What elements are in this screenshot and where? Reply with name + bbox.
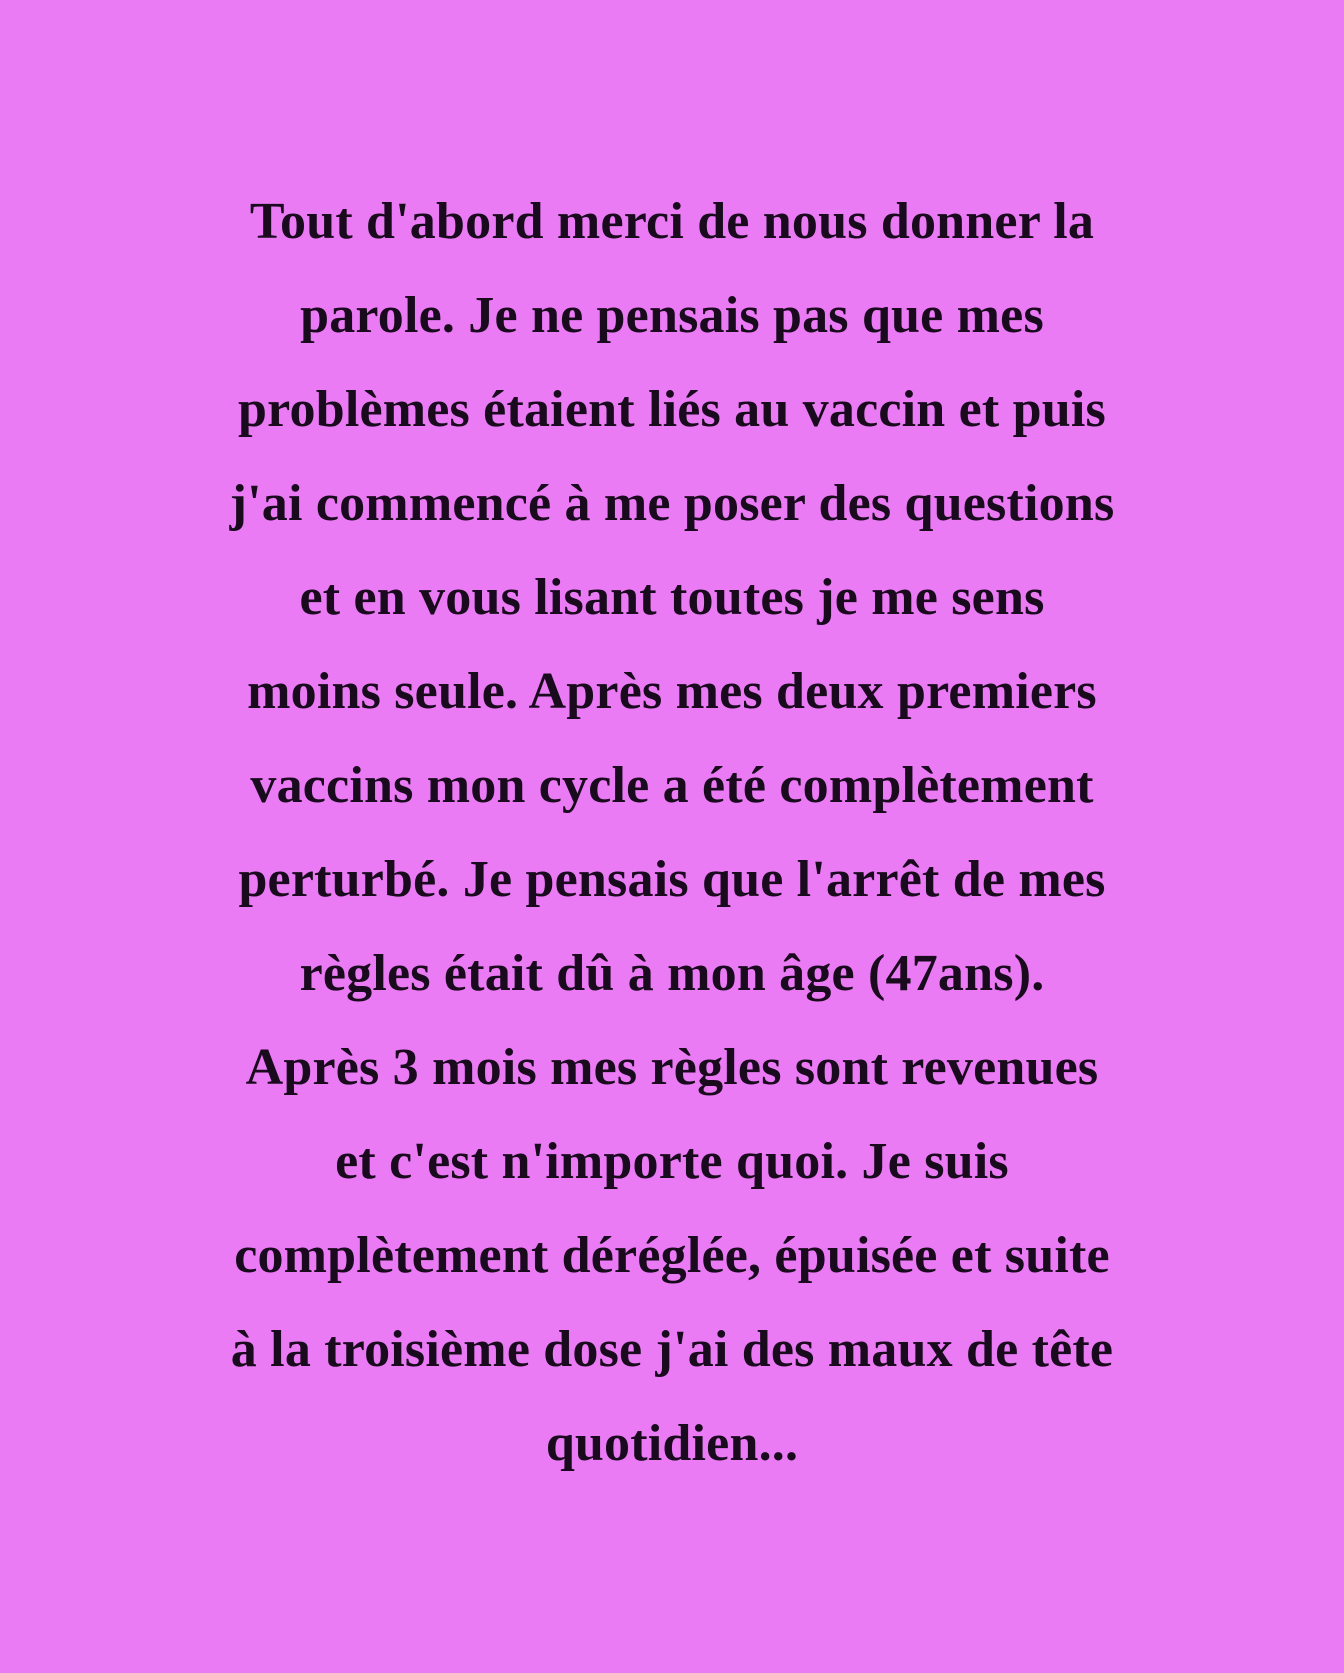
text-line: et c'est n'importe quoi. Je suis	[335, 1133, 1009, 1190]
text-line: vaccins mon cycle a été complètement	[250, 757, 1094, 814]
testimonial-text	[0, 175, 1344, 1491]
text-line: perturbé. Je pensais que l'arrêt de mes	[238, 851, 1106, 908]
text-line: j'ai commencé à me poser des questions	[229, 475, 1115, 532]
text-line: à la troisième dose j'ai des maux de tête	[230, 1321, 1114, 1378]
text-line: complètement déréglée, épuisée et suite	[234, 1227, 1110, 1284]
text-line: moins seule. Après mes deux premiers	[247, 663, 1097, 720]
text-line: parole. Je ne pensais pas que mes	[300, 287, 1044, 344]
text-line: règles était dû à mon âge (47ans).	[299, 945, 1045, 1002]
text-line: Après 3 mois mes règles sont revenues	[245, 1039, 1099, 1096]
text-line: quotidien...	[545, 1415, 799, 1472]
text-line: et en vous lisant toutes je me sens	[299, 569, 1045, 626]
text-line: Tout d'abord merci de nous donner la	[249, 193, 1095, 250]
text-line: problèmes étaient liés au vaccin et puis	[238, 381, 1106, 438]
